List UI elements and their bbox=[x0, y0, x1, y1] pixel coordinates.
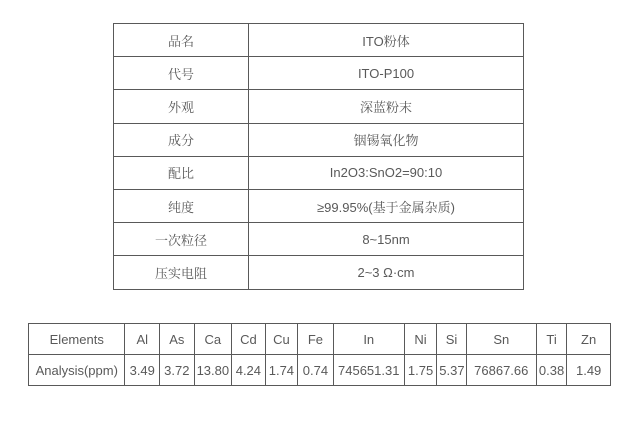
spec-row bbox=[114, 57, 524, 90]
elements-analysis-cell: 13.80 bbox=[194, 355, 232, 386]
elements-header-cell: Fe bbox=[298, 324, 334, 355]
spec-label-cell: 品名 bbox=[114, 24, 249, 57]
elements-analysis-cell: 745651.31 bbox=[333, 355, 404, 386]
elements-analysis-cell: 4.24 bbox=[232, 355, 266, 386]
elements-analysis-cell: 1.74 bbox=[265, 355, 298, 386]
elements-analysis-cell: 0.74 bbox=[298, 355, 334, 386]
elements-header-cell: Cu bbox=[265, 324, 298, 355]
spec-row bbox=[114, 223, 524, 256]
spec-value-cell: ≥99.95%(基于金属杂质) bbox=[249, 189, 524, 222]
elements-table bbox=[28, 323, 611, 386]
spec-value-cell: ITO-P100 bbox=[249, 57, 524, 90]
spec-label-cell: 成分 bbox=[114, 123, 249, 156]
spec-row bbox=[114, 256, 524, 289]
spec-value-cell: ITO粉体 bbox=[249, 24, 524, 57]
spec-row bbox=[114, 156, 524, 189]
elements-analysis-cell: 0.38 bbox=[536, 355, 566, 386]
spec-row bbox=[114, 24, 524, 57]
elements-analysis-cell: 3.49 bbox=[125, 355, 160, 386]
spec-label-cell: 压实电阻 bbox=[114, 256, 249, 289]
spec-value-cell: 深蓝粉末 bbox=[249, 90, 524, 123]
spec-label-cell: 纯度 bbox=[114, 189, 249, 222]
elements-header-cell: As bbox=[160, 324, 195, 355]
spec-row bbox=[114, 90, 524, 123]
spec-value-cell: 8~15nm bbox=[249, 223, 524, 256]
elements-header-cell: Sn bbox=[466, 324, 536, 355]
spec-row bbox=[114, 123, 524, 156]
elements-header-cell: Zn bbox=[567, 324, 611, 355]
elements-header-cell: In bbox=[333, 324, 404, 355]
spec-value-cell: In2O3:SnO2=90:10 bbox=[249, 156, 524, 189]
elements-header-cell: Elements bbox=[29, 324, 125, 355]
spec-table bbox=[113, 23, 524, 290]
elements-header-cell: Ca bbox=[194, 324, 232, 355]
elements-header-cell: Cd bbox=[232, 324, 266, 355]
spec-label-cell: 外观 bbox=[114, 90, 249, 123]
elements-header-row bbox=[29, 324, 611, 355]
elements-analysis-row bbox=[29, 355, 611, 386]
elements-analysis-cell: 1.75 bbox=[404, 355, 437, 386]
elements-header-cell: Al bbox=[125, 324, 160, 355]
spec-label-cell: 一次粒径 bbox=[114, 223, 249, 256]
spec-label-cell: 代号 bbox=[114, 57, 249, 90]
elements-header-cell: Si bbox=[437, 324, 466, 355]
elements-analysis-cell: 3.72 bbox=[160, 355, 195, 386]
elements-analysis-cell: Analysis(ppm) bbox=[29, 355, 125, 386]
spec-row bbox=[114, 189, 524, 222]
elements-header-cell: Ni bbox=[404, 324, 437, 355]
spec-value-cell: 铟锡氧化物 bbox=[249, 123, 524, 156]
spec-value-cell: 2~3 Ω·cm bbox=[249, 256, 524, 289]
elements-analysis-cell: 5.37 bbox=[437, 355, 466, 386]
spec-label-cell: 配比 bbox=[114, 156, 249, 189]
elements-analysis-cell: 76867.66 bbox=[466, 355, 536, 386]
elements-header-cell: Ti bbox=[536, 324, 566, 355]
elements-analysis-cell: 1.49 bbox=[567, 355, 611, 386]
